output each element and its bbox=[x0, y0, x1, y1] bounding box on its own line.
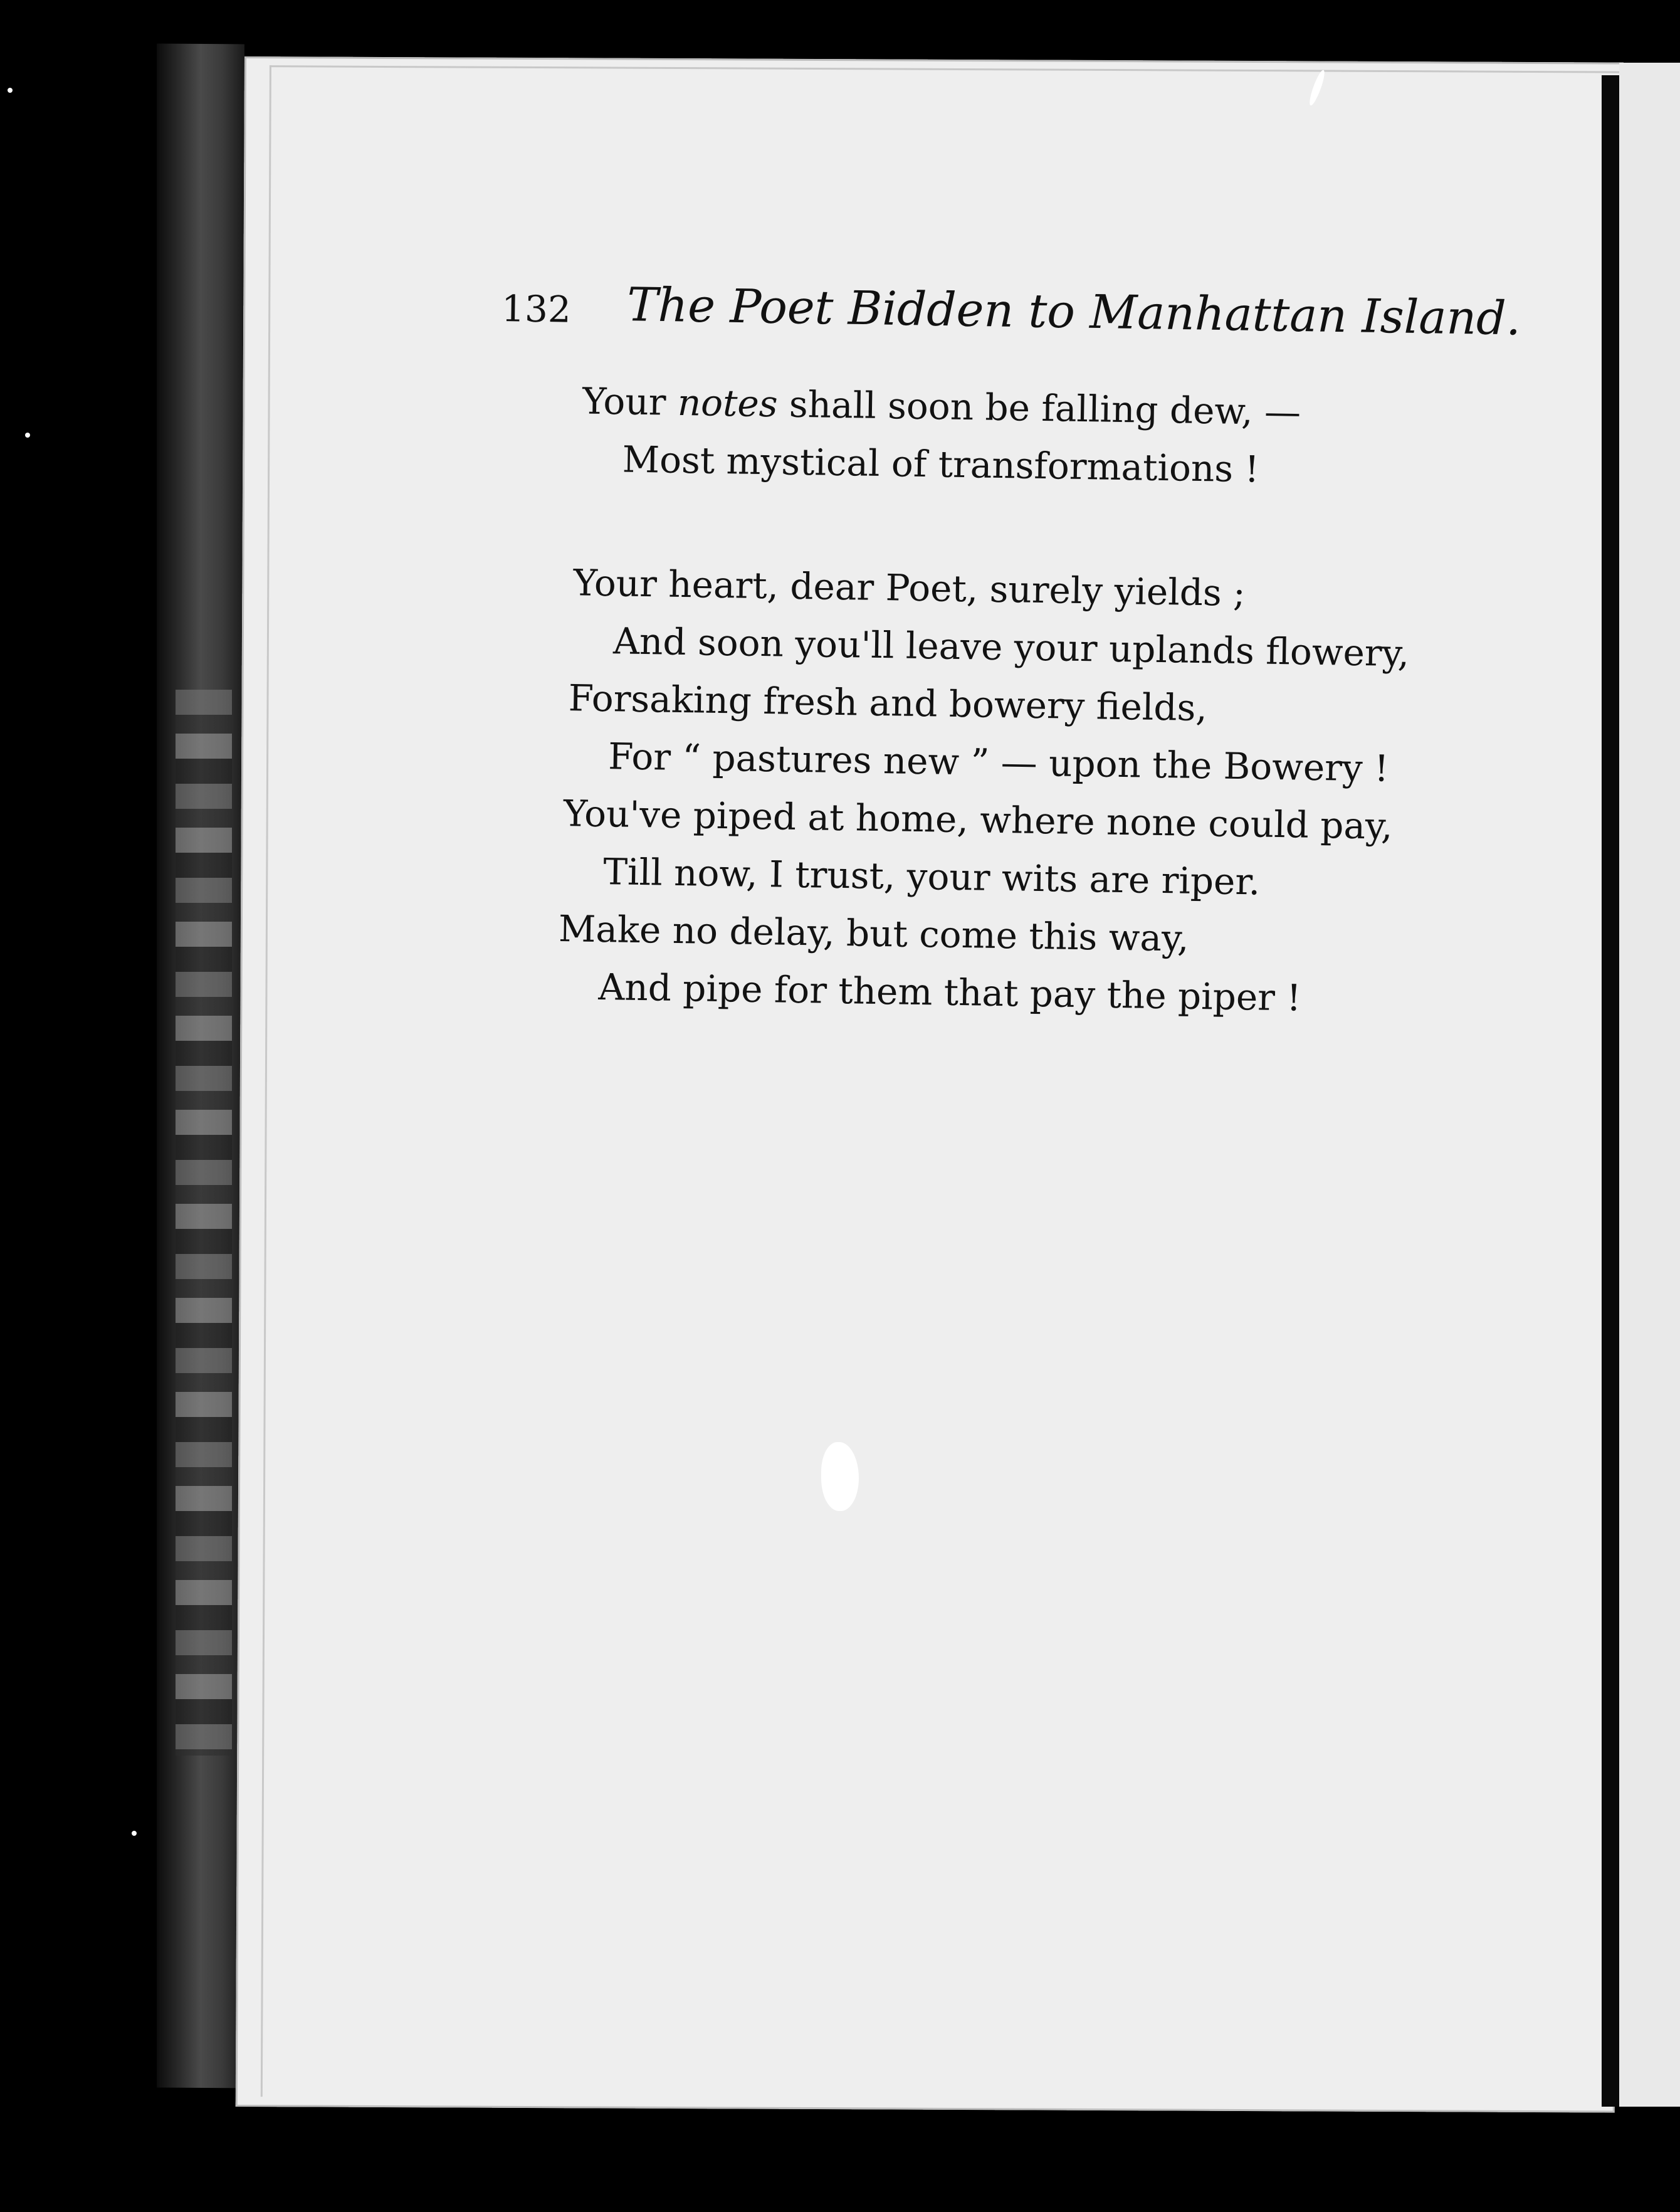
running-title: The Poet Bidden to Manhattan Island. bbox=[626, 278, 1521, 346]
poem-line-9: Make no delay, but come this way, bbox=[558, 907, 1190, 960]
poem-line-2: Most mystical of transformations ! bbox=[622, 438, 1260, 491]
next-page-edge bbox=[1619, 63, 1680, 2107]
poem-line-10: And pipe for them that pay the piper ! bbox=[598, 965, 1302, 1019]
poem-line-3: Your heart, dear Poet, surely yields ; bbox=[573, 561, 1246, 615]
poem-line-4: And soon you'll leave your uplands flowery, bbox=[612, 619, 1410, 675]
poem-line-6: For “ pastures new ” — upon the Bowery ! bbox=[607, 735, 1389, 790]
spine-lettering bbox=[176, 690, 232, 1756]
running-header bbox=[501, 276, 1521, 365]
scan-speck bbox=[25, 433, 30, 438]
poem-line-8: Till now, I trust, your wits are riper. bbox=[602, 850, 1261, 903]
poem-line-7: You've piped at home, where none could pay, bbox=[563, 792, 1394, 848]
poem-line-1-end: shall soon be falling dew, — bbox=[777, 382, 1301, 434]
poem-line-1 bbox=[582, 379, 1301, 434]
poem-line-5: Forsaking fresh and bowery fields, bbox=[568, 677, 1208, 730]
book-page bbox=[236, 56, 1624, 2113]
poem-line-1-italic: notes bbox=[677, 381, 779, 426]
page-number: 132 bbox=[501, 287, 572, 331]
poem-line-1-start: Your bbox=[582, 379, 678, 424]
page-edge bbox=[261, 65, 1624, 2102]
scan-speck bbox=[821, 1442, 859, 1511]
scan-speck bbox=[8, 88, 13, 93]
page-gutter bbox=[1602, 75, 1619, 2107]
scan-speck bbox=[132, 1831, 137, 1836]
